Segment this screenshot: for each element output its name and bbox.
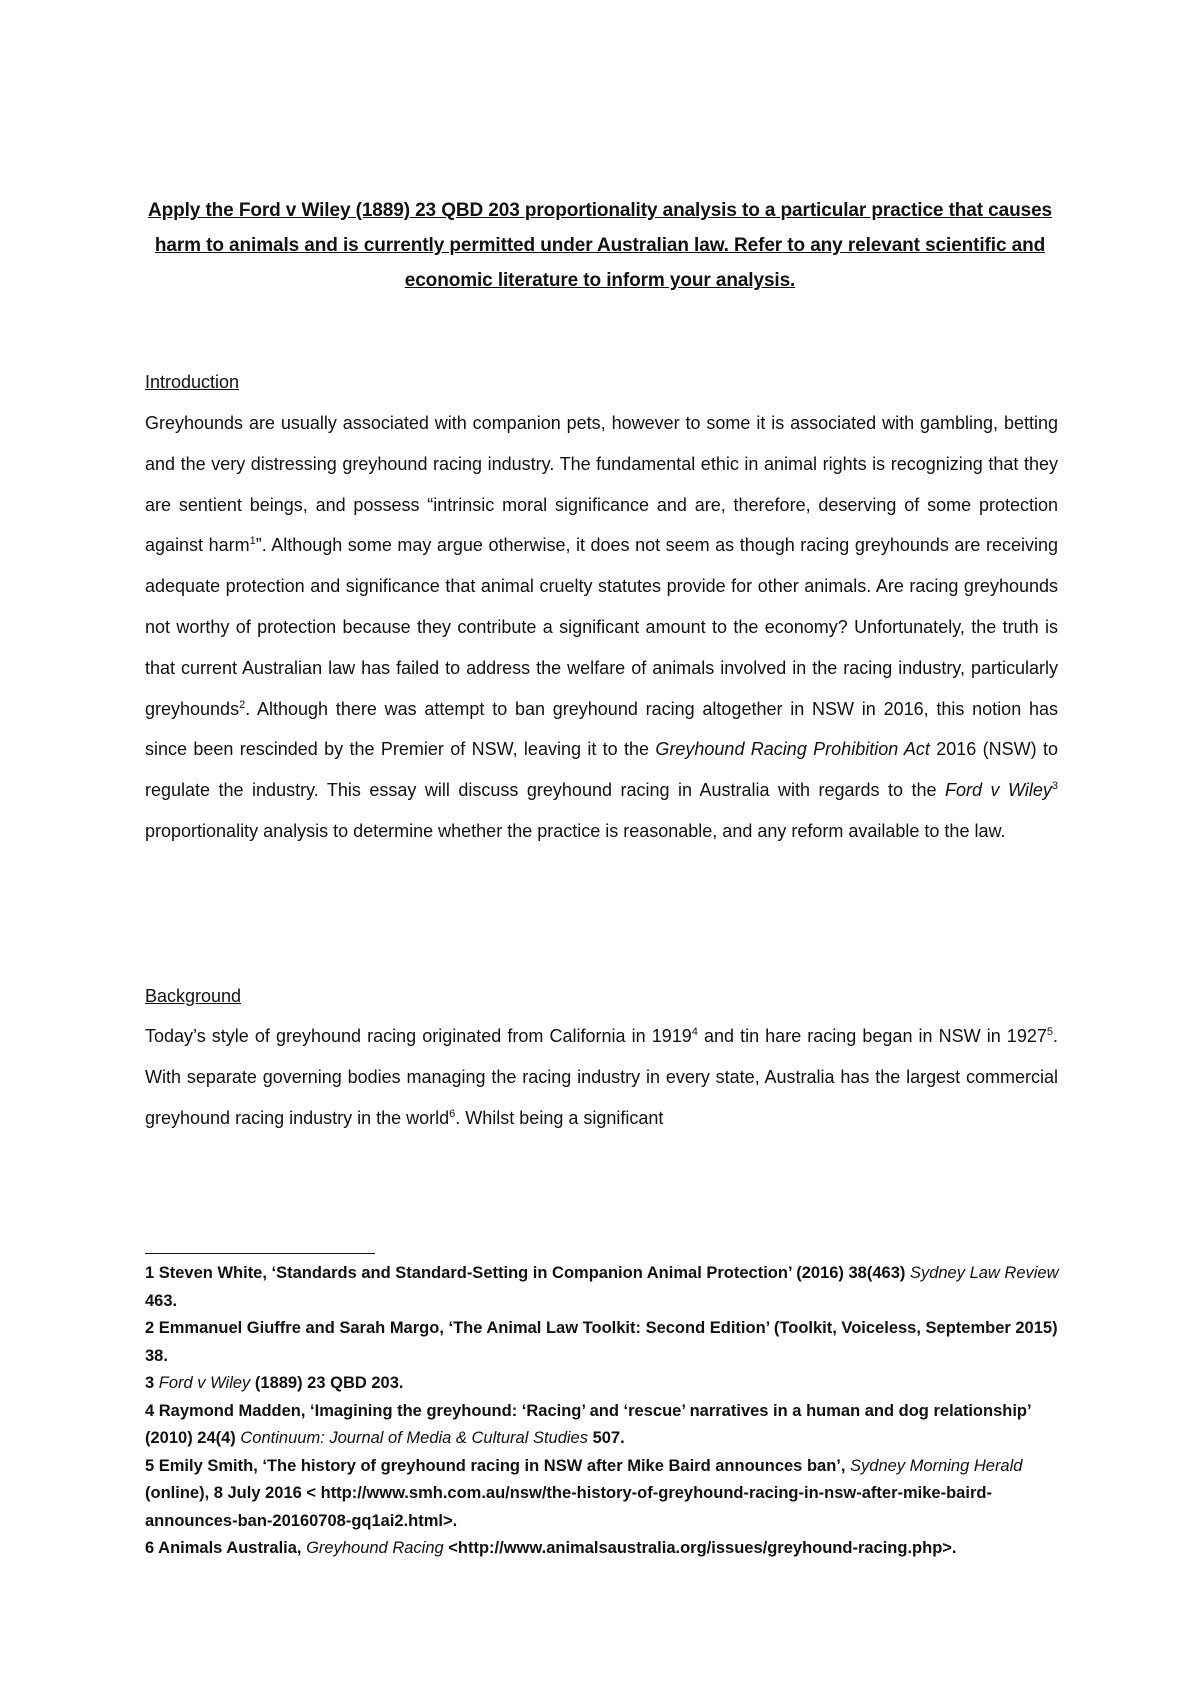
section-heading-introduction: Introduction — [145, 372, 240, 392]
footnote-ref-6[interactable]: 6 — [449, 1107, 456, 1120]
footnote-1: 1 Steven White, ‘Standards and Standard-Setting in Companion Animal Protection’ (2016) 38(463) Sydney Law Review 463. — [145, 1264, 1059, 1310]
footnote-ref-1[interactable]: 1 — [249, 535, 256, 548]
background-paragraph: Today’s style of greyhound racing originated from California in 1919$^4$ and tin hare racing began in NSW in 1927$^5$. With separate governing bodies managing the racing industry in every state, Australia has the largest commercial greyhound racing industry in the world$^6$. Whilst being a significant — [145, 1026, 1058, 1128]
footnote-4: 4 Raymond Madden, ‘Imagining the greyhound: ‘Racing’ and ‘rescue’ narratives in a human and dog relationship’ (2010) 24(4) Continuum: Journal of Media & Cultural Studies 507. — [145, 1401, 1031, 1447]
footnotes — [145, 1260, 1060, 1563]
footnote-2: 2 Emmanuel Giuffre and Sarah Margo, ‘The Animal Law Toolkit: Second Edition’ (Toolkit, Voiceless, September 2015) 38. — [145, 1319, 1058, 1365]
footnote-ref-2[interactable]: 2 — [239, 698, 246, 711]
footnote-divider — [145, 1253, 375, 1254]
introduction-paragraph: Greyhounds are usually associated with companion pets, however to some it is associated with gambling, betting and the very distressing greyhound racing industry. The fundamental ethic in animal rights is recognizing that they are sentient beings, and possess “intrinsic moral significance and are, therefore, deserving of some protection against harm$^1$”. Although some may argue otherwise, it does not seem as though racing greyhounds are receiving adequate protection and significance that animal cruelty statutes provide for other animals. Are racing greyhounds not worthy of protection because they contribute a significant amount to the economy? Unfortunately, the truth is that current Australian law has failed to address the welfare of animals involved in the racing industry, particularly greyhounds$^2$. Although there was attempt to ban greyhound racing altogether in NSW in 2016, this notion has since been rescinded by the Premier of NSW, leaving it to the Greyhound Racing Prohibition Act 2016 (NSW) to regulate the industry. This essay will discuss greyhound racing in Australia with regards to the Ford v Wiley$^3$ proportionality analysis to determine whether the practice is reasonable, and any reform available to the law. — [145, 413, 1059, 841]
footnote-6-link[interactable]: <http://www.animalsaustralia.org/issues/greyhound-racing.php>. — [443, 1539, 957, 1557]
case-name: Ford v Wiley — [945, 780, 1052, 801]
footnote-ref-3[interactable]: 3 — [1051, 780, 1059, 793]
essay-title: Apply the Ford v Wiley (1889) 23 QBD 203 proportionality analysis to a particular practice that causes harm to animals and is currently permitted under Australian law. Refer to any relevant scientific and economic literature to inform your analysis. — [147, 200, 1053, 291]
footnote-6: 6 Animals Australia, Greyhound Racing <http://www.animalsaustralia.org/issues/greyhound-racing.php>. — [145, 1539, 957, 1557]
footnote-ref-5[interactable]: 5 — [1046, 1026, 1053, 1038]
footnote-5-link[interactable]: (online), 8 July 2016 < http://www.smh.com.au/nsw/the-history-of-greyhound-racing-in-nsw-after-mike-baird-announces-ban-20160708-gq1ai2.html>. — [145, 1484, 992, 1530]
act-name: Greyhound Racing Prohibition Act — [655, 739, 930, 760]
footnote-ref-4[interactable]: 4 — [691, 1026, 698, 1038]
footnote-3: 3 Ford v Wiley (1889) 23 QBD 203. — [145, 1374, 404, 1392]
footnote-5: 5 Emily Smith, ‘The history of greyhound racing in NSW after Mike Baird announces ban’, Sydney Morning Herald (online), 8 July 2016 < http://www.smh.com.au/nsw/the-history-of-greyhound-racing-in-nsw-after-mike-baird-announces-ban-20160708-gq1ai2.html>. — [145, 1456, 1023, 1530]
section-heading-background: Background — [145, 986, 242, 1006]
